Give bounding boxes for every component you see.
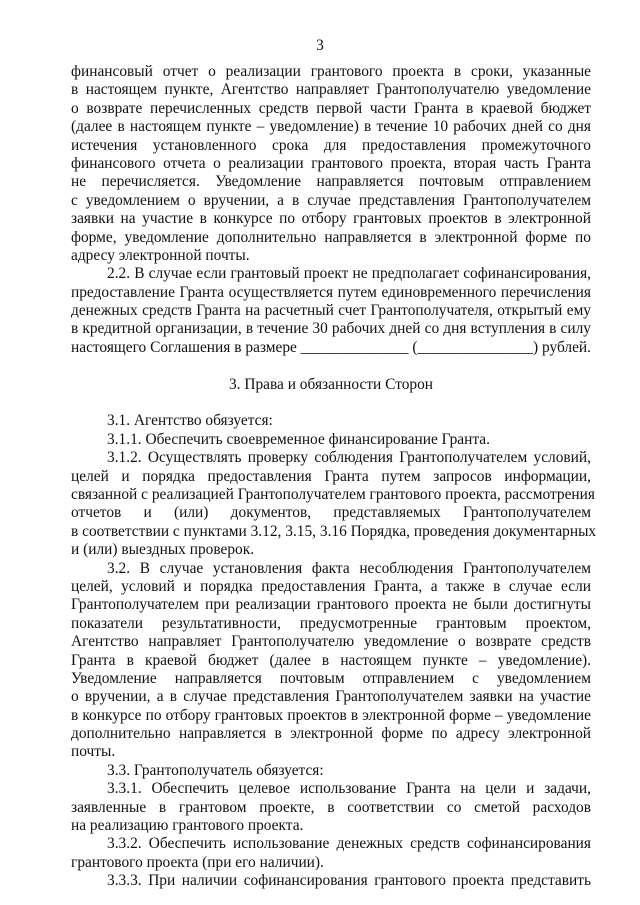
- text-line: Гранта в краевой бюджет (далее в настоящем пункте – уведомление).: [71, 651, 591, 669]
- text-line: финансовый отчет о реализации грантового проекта в сроки, указанные: [71, 63, 591, 80]
- text-line: 3.2. В случае установления факта несоблюдения Грантополучателем: [107, 559, 591, 577]
- page-number: 3: [316, 37, 324, 54]
- text-line: заявки на участие в конкурсе по отбору грантовых проектов в электронной: [71, 210, 591, 228]
- text-line: целей, условий и порядка предоставления Гранта, а также в случае если: [71, 577, 591, 595]
- text-line: 3.3.2. Обеспечить использование денежных средств софинансирования: [107, 835, 591, 853]
- text-line: Грантополучателем при реализации грантового проекта не были достигнуты: [71, 596, 591, 614]
- text-line: и (или) выездных проверок.: [71, 541, 255, 559]
- text-line: о вручении, а в случае представления Грантополучателем заявки на участие: [71, 688, 591, 706]
- text-line: 3.1.2. Осуществлять проверку соблюдения Грантополучателем условий,: [107, 449, 591, 467]
- text-line: заявленные в грантовом проекте, в соответствии со сметой расходов: [71, 798, 591, 816]
- text-line: отчетов и (или) документов, представляемых Грантополучателем: [71, 504, 591, 522]
- text-line: о возврате перечисленных средств первой части Гранта в краевой бюджет: [71, 99, 591, 117]
- text-line: истечения установленного срока для предоставления промежуточного: [71, 136, 591, 154]
- text-line: форме, уведомление дополнительно направляется в электронной форме по: [71, 228, 591, 246]
- text-line: 3.1. Агентство обязуется:: [107, 412, 273, 430]
- text-line: настоящего Соглашения в размере ______________ (_______________) рублей.: [71, 338, 591, 356]
- text-line: на реализацию грантового проекта.: [71, 817, 304, 835]
- text-line: финансового отчета о реализации грантового проекта, вторая часть Гранта: [71, 154, 591, 172]
- text-line: 3.3. Грантополучатель обязуется:: [107, 761, 324, 779]
- text-line: Агентство направляет Грантополучателю уведомление о возврате средств: [71, 633, 591, 651]
- text-line: предоставление Гранта осуществляется путем единовременного перечисления: [71, 283, 591, 301]
- blank-line: [71, 394, 591, 412]
- text-line: целей и порядка предоставления Гранта путем запросов информации,: [71, 467, 591, 485]
- text-line: в конкурсе по отбору грантовых проектов в электронной форме – уведомление: [71, 706, 591, 724]
- text-line: адресу электронной почты.: [71, 246, 250, 264]
- text-line: Уведомление направляется почтовым отправлением с уведомлением: [71, 669, 591, 687]
- text-line: не перечисляется. Уведомление направляется почтовым отправлением: [71, 173, 591, 191]
- text-line: в кредитной организации, в течение 30 рабочих дней со дня вступления в силу: [71, 320, 591, 338]
- text-line: связанной с реализацией Грантополучателем грантового проекта, рассмотрения: [71, 485, 595, 503]
- section-heading: 3. Права и обязанности Сторон: [228, 375, 434, 393]
- document-body: [71, 63, 597, 891]
- text-line: денежных средств Гранта на расчетный счет Грантополучателя, открытый ему: [71, 302, 591, 320]
- text-line: почты.: [71, 743, 116, 761]
- text-line: (далее в настоящем пункте – уведомление) в течение 10 рабочих дней со дня: [71, 118, 591, 136]
- text-line: грантового проекта (при его наличии).: [71, 853, 324, 871]
- text-line: в настоящем пункте, Агентство направляет Грантополучателю уведомление: [71, 81, 591, 99]
- text-line: 2.2. В случае если грантовый проект не предполагает софинансирования,: [107, 265, 591, 283]
- text-line: с уведомлением о вручении, а в случае представления Грантополучателем: [71, 191, 591, 209]
- text-line: дополнительно направляется в электронной форме по адресу электронной: [71, 725, 591, 743]
- text-line: показатели результативности, предусмотренные грантовым проектом,: [71, 614, 591, 632]
- paragraph-block-grant-payment: [71, 63, 591, 357]
- text-line: 3.3.3. При наличии софинансирования грантового проекта представить: [107, 872, 591, 890]
- blank-line: [71, 357, 591, 375]
- text-line: в соответствии с пунктами 3.12, 3.15, 3.16 Порядка, проведения документарных: [71, 522, 597, 540]
- text-line: 3.1.1. Обеспечить своевременное финансирование Гранта.: [107, 430, 490, 448]
- paragraph-block-rights-obligations: [71, 412, 597, 890]
- text-line: 3.3.1. Обеспечить целевое использование Гранта на цели и задачи,: [107, 780, 591, 798]
